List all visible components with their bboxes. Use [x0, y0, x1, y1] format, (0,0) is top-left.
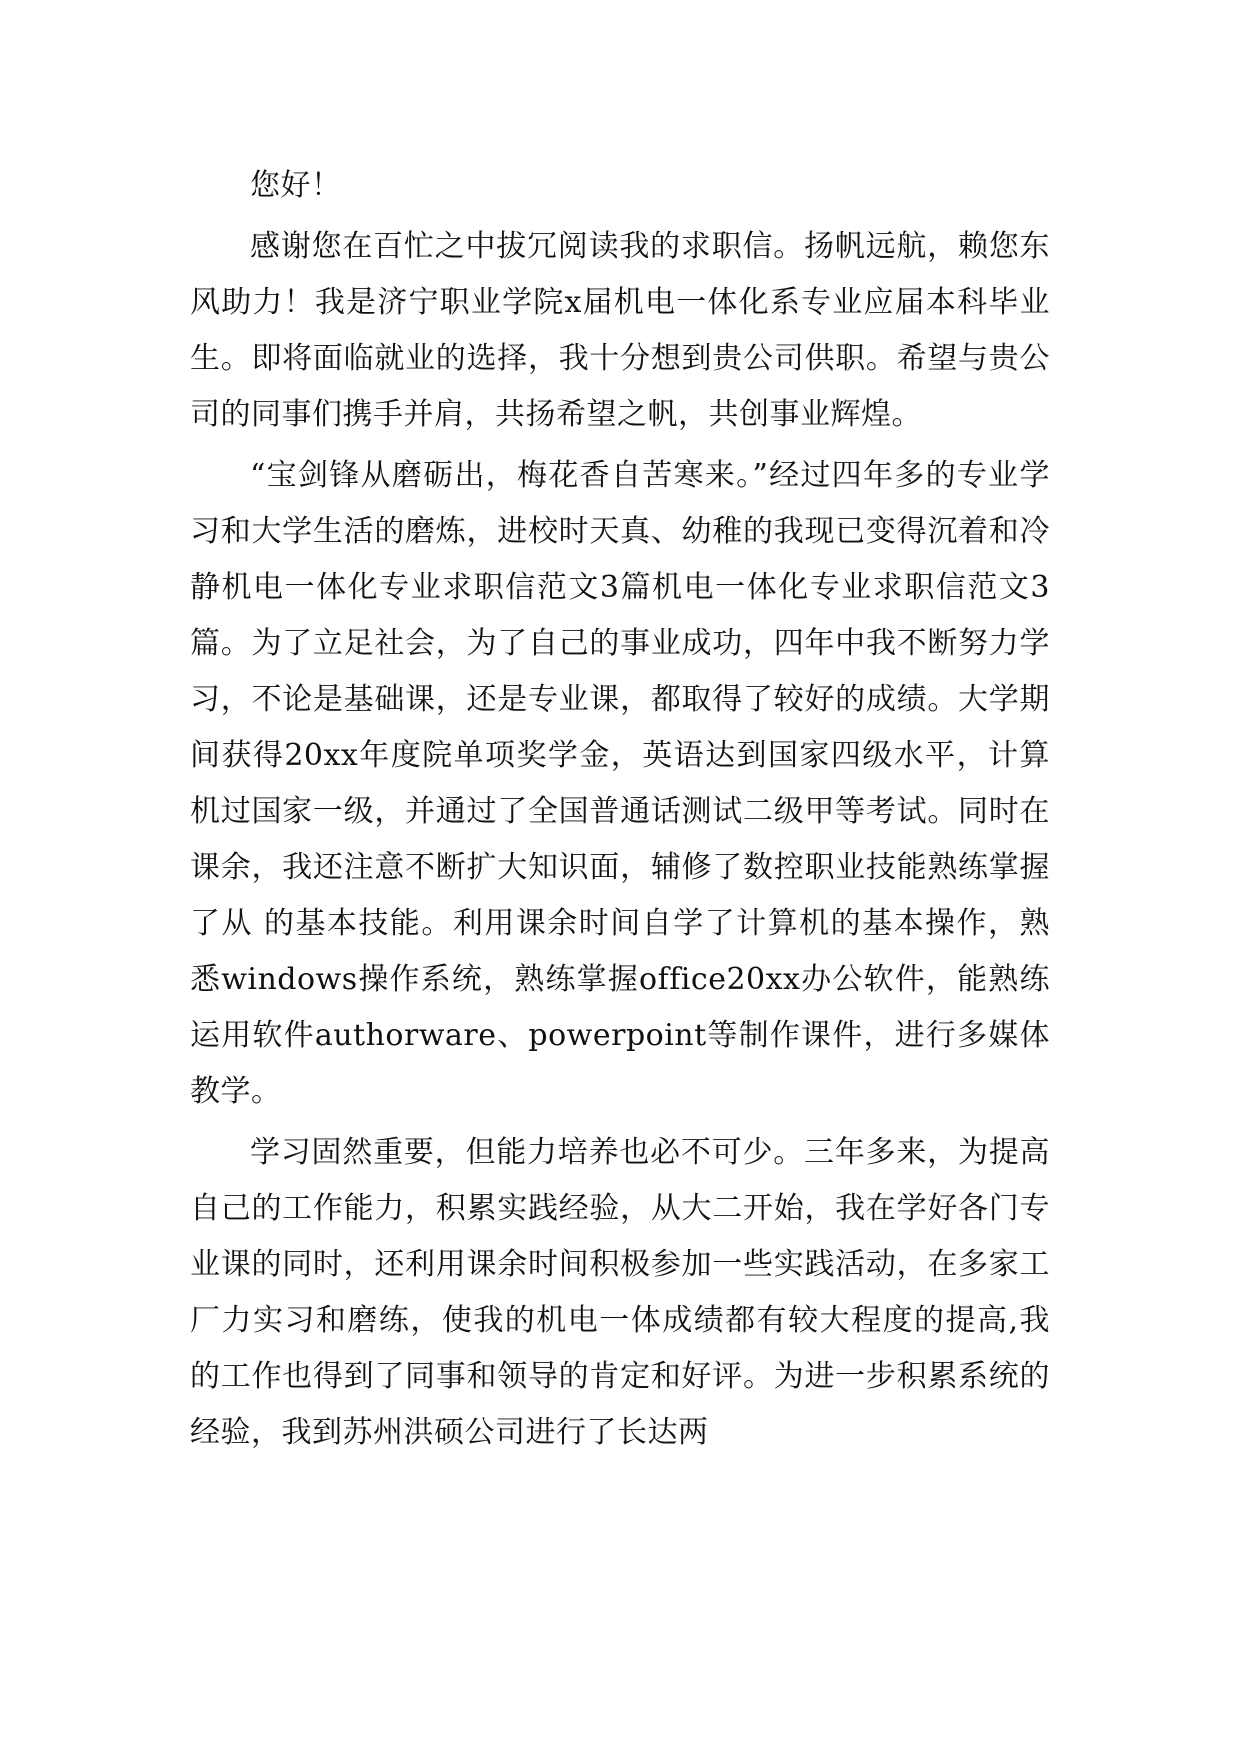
paragraph-1: 感谢您在百忙之中拔冗阅读我的求职信。扬帆远航，赖您东风助力！我是济宁职业学院x届机电一体化系专业应届本科毕业生。即将面临就业的选择，我十分想到贵公司供职。希望与贵公司的同事们携手并肩，共扬希望之帆，共创事业辉煌。 [190, 229, 1050, 432]
paragraph-2: “宝剑锋从磨砺出，梅花香自苦寒来。”经过四年多的专业学习和大学生活的磨炼，进校时天真、幼稚的我现已变得沉着和冷静机电一体化专业求职信范文3篇机电一体化专业求职信范文3篇。为了立足社会，为了自己的事业成功，四年中我不断努力学习，不论是基础课，还是专业课，都取得了较好的成绩。大学期间获得20xx年度院单项奖学金，英语达到国家四级水平，计算机过国家一级，并通过了全国普通话测试二级甲等考试。同时在课余，我还注意不断扩大知识面，辅修了数控职业技能熟练掌握了从 的基本技能。利用课余时间自学了计算机的基本操作，熟悉windows操作系统，熟练掌握office20xx办公软件，能熟练运用软件authorware、powerpoint等制作课件，进行多媒体教学。 [190, 458, 1050, 1109]
document-body [190, 158, 1050, 1466]
paragraph-3: 学习固然重要，但能力培养也必不可少。三年多来，为提高自己的工作能力，积累实践经验，从大二开始，我在学好各门专业课的同时，还利用课余时间积极参加一些实践活动，在多家工厂力实习和磨练，使我的机电一体成绩都有较大程度的提高,我的工作也得到了同事和领导的肯定和好评。为进一步积累系统的经验，我到苏州洪硕公司进行了长达两 [190, 1135, 1050, 1450]
greeting: 您好！ [250, 168, 342, 203]
